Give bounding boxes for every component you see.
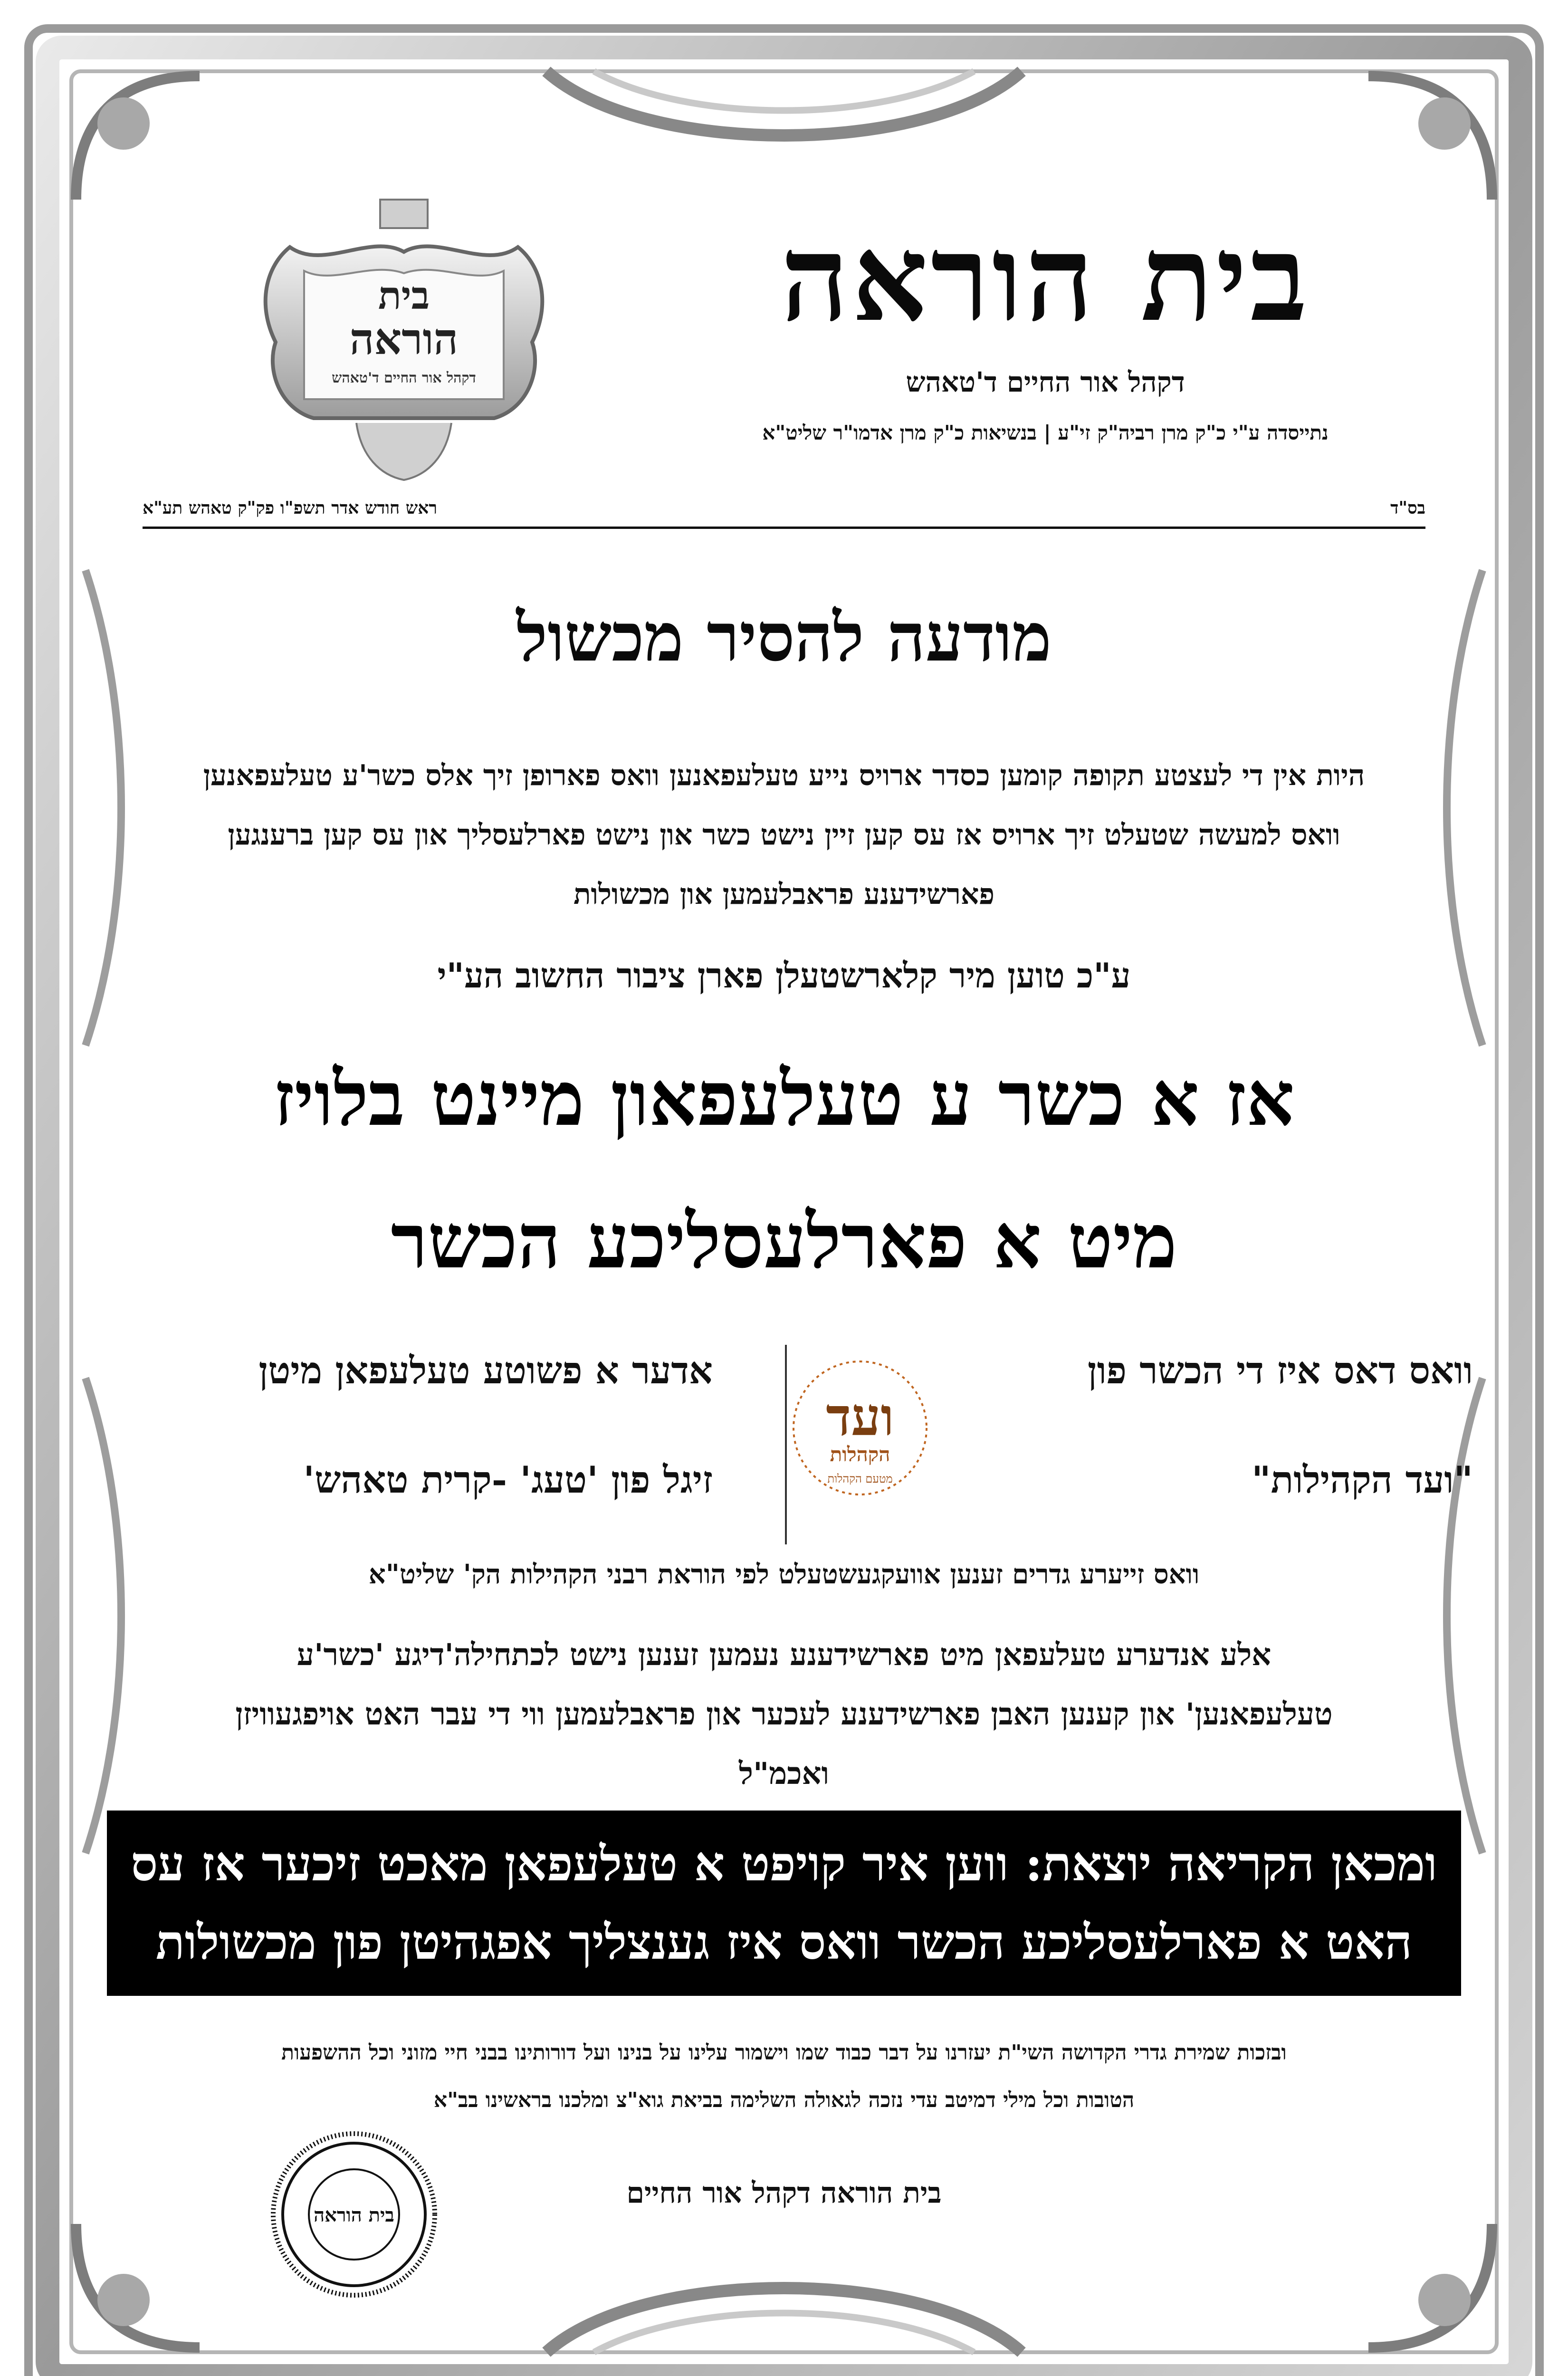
warning-line: טעלעפאנען' און קענען האבן פארשידענע לעכער און פראבלעמען ווי די עבר האט אויפגעוויזן [235,1696,1333,1732]
masthead-title: בית הוראה [780,208,1310,348]
tag-column [114,1340,713,1559]
vaad-logo-tag: מטעם הקהלות [827,1472,893,1485]
vaad-column-line-1: וואס דאס איז די הכשר פון [1087,1349,1473,1392]
signature-line: בית הוראה דקהל אור החיים [626,2176,942,2210]
logo-word-1: בית [378,273,430,318]
beis-horaah-stamp [268,2129,440,2300]
intro-paragraph [124,746,1444,924]
bsd-mark: בס"ד [1390,498,1425,518]
masthead [641,208,1449,445]
vaad-hakehilos-logo [786,1333,934,1523]
warning-line: אלע אנדערע טעלעפאן מיט פארשידענע נעמען זענען נישט לכתחילה'דיגע 'כשר'ע [296,1637,1272,1673]
blessing-line: הטובות וכל מילי דמיטב עדי נזכה לגאולה השלימה בביאת גוא"צ ומלכנו בראשינו בב"א [433,2088,1135,2112]
main-statement-line-2: מיט א פארלעסליכע הכשר [391,1198,1177,1285]
blessing-paragraph [105,2029,1463,2124]
vaad-column-line-2: "ועד הקהילות" [1252,1458,1473,1502]
tag-column-line-2: זיגל פון 'טעג' -קרית טאהש' [303,1458,713,1502]
header-rule [143,527,1425,529]
warning-line: ואכמ"ל [739,1756,829,1792]
vaad-logo-sub: הקהלות [830,1443,890,1466]
intro-line: וואס למעשה שטעלט זיך ארויס אז עס קען זיין נישט כשר און נישט פארלעסליך און עס קען ברענגען [228,818,1340,852]
tag-column-line-1: אדער א פשוטע טעלעפאן מיטן [258,1349,713,1392]
dateline [143,498,1425,527]
callout-box [107,1811,1461,1996]
beis-horaah-logo [238,190,570,494]
intro-line: היות אין די לעצטע תקופה קומען כסדר ארויס נייע טעלעפאנען וואס פארופן זיך אלס כשר'ע טעלעפאנען [203,759,1365,792]
callout-text [126,1825,1442,1982]
issue-date: ראש חודש אדר תשפ"ו פק"ק טאהש תע"א [143,498,438,518]
rabbis-line: וואס זייערע גדרים זענען אוועקגעשטעלט לפי הוראת רבני הקהילות הק' שליט"א [368,1559,1200,1590]
masthead-subtitle: דקהל אור החיים ד'טאהש [906,366,1185,398]
vaad-logo-main: ועד [826,1386,894,1447]
masthead-founded-line: נתייסדה ע"י כ"ק מרן רביה"ק זי"ע | בנשיאות כ"ק מרן אדמו"ר שליט"א [762,421,1329,444]
blessing-line: ובזכות שמירת גדרי הקדושה השי"ת יעזרנו על דבר כבוד שמו וישמור עלינו על בנינו ועל דורותינו בבני חיי מזוני וכל ההשפעות [281,2041,1287,2065]
notice-headline: מודעה להסיר מכשול [516,599,1052,677]
logo-word-3: דקהל אור החיים ד'טאהש [332,370,476,386]
logo-word-2: הוראה [349,314,459,364]
main-statement-line-1: אז א כשר ע טעלעפאון מיינט בלויז [273,1055,1295,1143]
callout-line: ומכאן הקריאה יוצאת: ווען איר קויפט א טעלעפאן מאכט זיכער אז עס [131,1836,1437,1892]
callout-line: האט א פארלעסליכע הכשר וואס איז גענצליך אפגהיטן פון מכשולות [155,1914,1413,1970]
warning-paragraph [109,1625,1459,1803]
stamp-center-text: בית הוראה [314,2204,394,2226]
intro-line: פארשידענע פראבלעמען און מכשולות [573,878,995,911]
public-call: ע"כ טוען מיר קלארשטעלן פארן ציבור החשוב הע"י [437,955,1131,996]
